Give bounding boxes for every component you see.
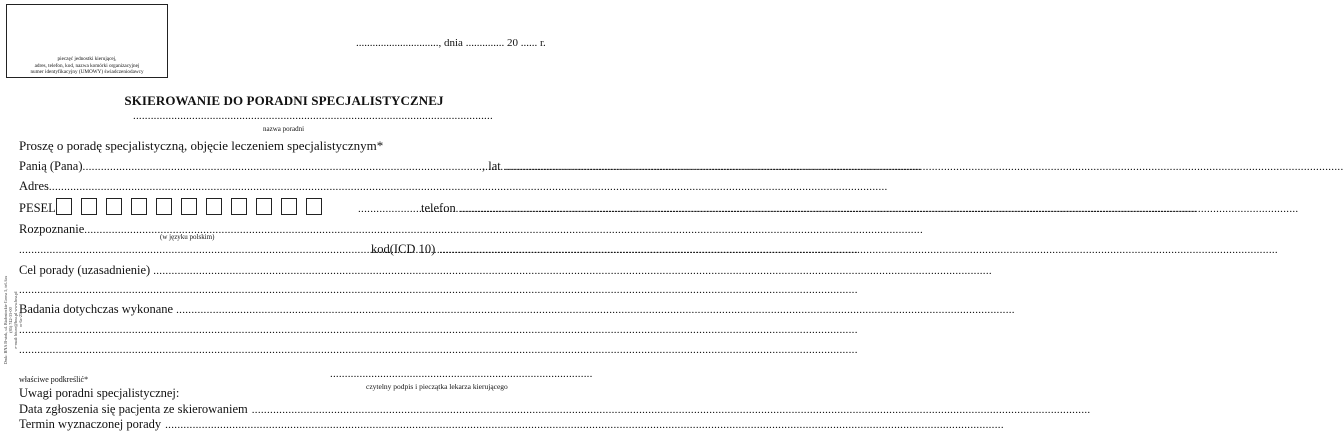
address-dots [49, 179, 888, 194]
pesel-digit-box[interactable] [106, 198, 122, 215]
date-label: , dnia [438, 37, 463, 49]
tests-dots [176, 302, 1015, 317]
stamp-caption-line3: numer identyfikacyjny (UMOWY) świadczeniodawcy [30, 68, 144, 75]
request-text: Proszę o poradę specjalistyczną, objęcie leczeniem specjalistycznym* [19, 138, 384, 153]
printer-side-note [3, 275, 23, 365]
diagnosis-row[interactable] [19, 222, 564, 237]
side-note-line1: Druk: BNA B-stok, ul. Białostockie Gorna 5, tel./fax (85) 742-33-00 [3, 275, 13, 365]
pesel-digit-box[interactable] [156, 198, 172, 215]
registration-row[interactable] [19, 402, 341, 417]
pesel-trailing-dots [358, 201, 418, 216]
phone-row[interactable] [358, 201, 564, 216]
pesel-digit-box[interactable] [56, 198, 72, 215]
purpose-row[interactable] [19, 263, 564, 278]
date-dots: .............. 20 [462, 37, 518, 49]
diagnosis-label: Rozpoznanie [19, 222, 85, 236]
phone-label: telefon [421, 201, 456, 215]
pesel-digit-box[interactable] [181, 198, 197, 215]
tests-line2[interactable] [19, 322, 564, 337]
pesel-digit-box[interactable] [131, 198, 147, 215]
pesel-label: PESEL [19, 201, 56, 215]
year-suffix: ...... r. [517, 37, 546, 49]
icd-dots [439, 242, 1278, 257]
stamp-caption-line2: adres, telefon, kod, nazwa komórki organizacyjnej [34, 62, 140, 69]
document-title: SKIEROWANIE DO PORADNI SPECJALISTYCZNEJ [124, 93, 444, 108]
tests-label: Badania dotychczas wykonane [19, 302, 174, 316]
icd-row[interactable] [371, 242, 564, 257]
pesel-row[interactable] [19, 198, 331, 216]
pesel-digit-box[interactable] [281, 198, 297, 215]
signature-caption: czytelny podpis i pieczątka lekarza kierującego [366, 382, 508, 391]
appointment-row[interactable] [19, 417, 341, 432]
purpose-line2-dots [19, 282, 858, 297]
footnote: właściwe podkreślić* [19, 375, 89, 384]
remarks-title: Uwagi poradni specjalistycznej: [19, 386, 180, 400]
purpose-dots [153, 263, 992, 278]
purpose-label: Cel porady (uzasadnienie) [19, 263, 151, 277]
patient-name-row[interactable] [19, 159, 482, 174]
diagnosis-line2[interactable] [19, 242, 373, 257]
pesel-digit-box[interactable] [231, 198, 247, 215]
pesel-digit-box[interactable] [256, 198, 272, 215]
pesel-digit-box[interactable] [306, 198, 322, 215]
registration-label: Data zgłoszenia się pacjenta ze skierowaniem [19, 402, 248, 416]
address-label: Adres [19, 179, 49, 193]
clinic-name-field[interactable]: .......................................................................................................................... [133, 110, 493, 122]
address-row[interactable] [19, 179, 564, 194]
side-note-line2: e-mail: biuro@bna.pl www.bna.pl [13, 291, 18, 349]
pesel-boxes[interactable] [56, 201, 331, 215]
age-row[interactable] [482, 159, 564, 174]
date-line[interactable] [356, 37, 546, 49]
icd-label: kod(ICD 10) [371, 242, 436, 256]
appointment-label: Termin wyznaczonej porady [19, 417, 162, 431]
appointment-dots [165, 417, 1004, 432]
pesel-digit-box[interactable] [206, 198, 222, 215]
tests-row[interactable] [19, 302, 564, 317]
stamp-caption [7, 56, 167, 75]
patient-label: Panią (Pana) [19, 159, 83, 173]
signature-field[interactable]: ......................................................................................... [330, 368, 593, 380]
diagnosis-caption: (w języku polskim) [160, 233, 215, 241]
age-label: , lat [482, 159, 501, 173]
tests-line3-dots [19, 342, 858, 357]
tests-line3[interactable] [19, 342, 564, 357]
age-dots [505, 159, 1344, 174]
tests-line2-dots [19, 322, 858, 337]
registration-dots [252, 402, 1091, 417]
side-note-line3: nr 6a-25 [18, 312, 23, 328]
clinic-caption: nazwa poradni [263, 125, 305, 133]
stamp-caption-line1: pieczęć jednostki kierującej, [57, 56, 117, 63]
purpose-line2[interactable] [19, 282, 564, 297]
phone-dots [460, 201, 1299, 216]
institution-stamp-box [6, 4, 168, 78]
pesel-digit-box[interactable] [81, 198, 97, 215]
place-dots: .............................. [356, 37, 439, 49]
